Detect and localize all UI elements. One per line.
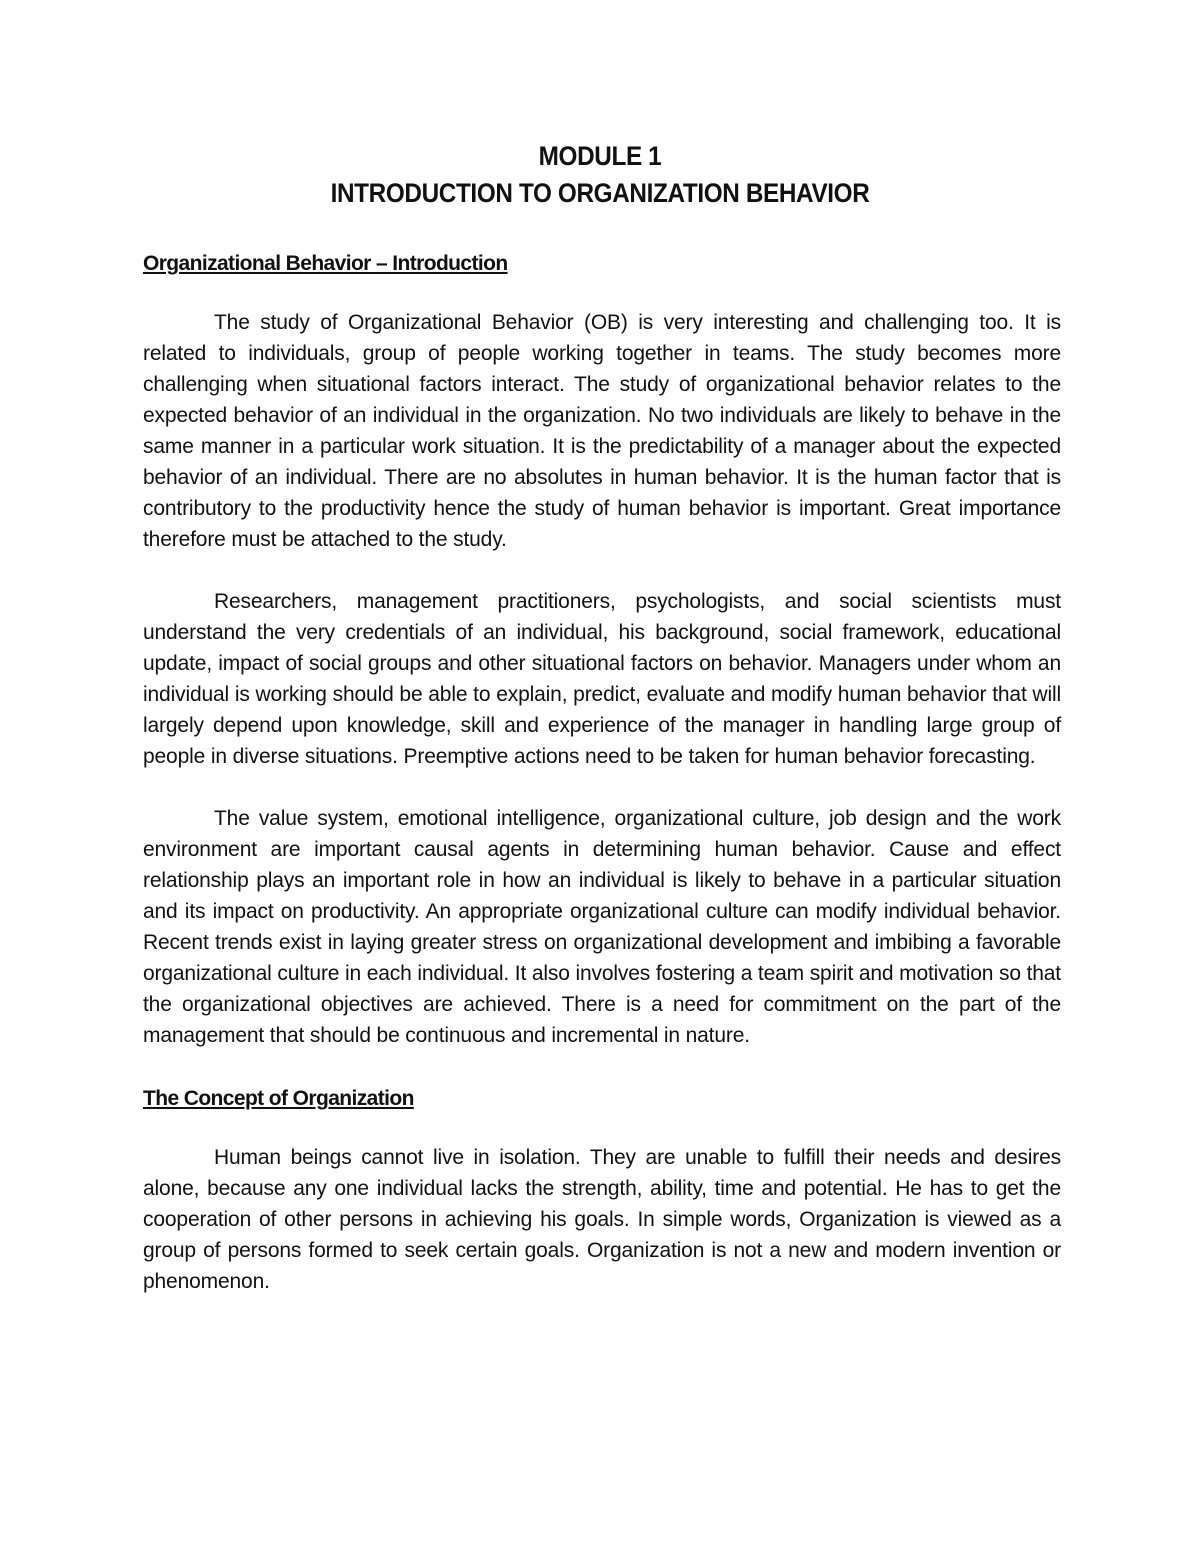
paragraph-value-system: The value system, emotional intelligence, organizational culture, job design and the work environment are important causal agents in determining human behavior. Cause and effect relationship plays an important role in how an individual is likely to behave in a particular situation and its impact on productivity. An appropriate organizational culture can modify individual behavior. Recent trends exist in laying greater stress on organizational development and imbibing a favorable organizational culture in each individual. It also involves fostering a team spirit and motivation so that the organizational objectives are achieved. There is a need for commitment on the part of the management that should be continuous and incremental in nature. <box>143 807 1061 1047</box>
section-heading-concept: The Concept of Organization <box>143 1087 414 1110</box>
document-body <box>143 248 1061 1297</box>
section-heading-introduction: Organizational Behavior – Introduction <box>143 252 508 275</box>
module-label: MODULE 1 <box>538 141 662 171</box>
paragraph-ob-study: The study of Organizational Behavior (OB) is very interesting and challenging too. It is related to individuals, group of people working together in teams. The study becomes more challenging when situational factors interact. The study of organizational behavior relates to the expected behavior of an individual in the organization. No two individuals are likely to behave in the same manner in a particular work situation. It is the predictability of a manager about the expected behavior of an individual. There are no absolutes in human behavior. It is the human factor that is contributory to the productivity hence the study of human behavior is important. Great importance therefore must be attached to the study. <box>143 311 1061 551</box>
paragraph-human-beings: Human beings cannot live in isolation. They are unable to fulfill their needs and desires alone, because any one individual lacks the strength, ability, time and potential. He has to get the cooperation of other persons in achieving his goals. In simple words, Organization is viewed as a group of persons formed to seek certain goals. Organization is not a new and modern invention or phenomenon. <box>143 1146 1061 1293</box>
module-title: INTRODUCTION TO ORGANIZATION BEHAVIOR <box>330 178 870 208</box>
title-block <box>60 138 1140 212</box>
paragraph-researchers: Researchers, management practitioners, psychologists, and social scientists must understand the very credentials of an individual, his background, social framework, educational update, impact of social groups and other situational factors on behavior. Managers under whom an individual is working should be able to explain, predict, evaluate and modify human behavior that will largely depend upon knowledge, skill and experience of the manager in handling large group of people in diverse situations. Preemptive actions need to be taken for human behavior forecasting. <box>143 590 1061 768</box>
